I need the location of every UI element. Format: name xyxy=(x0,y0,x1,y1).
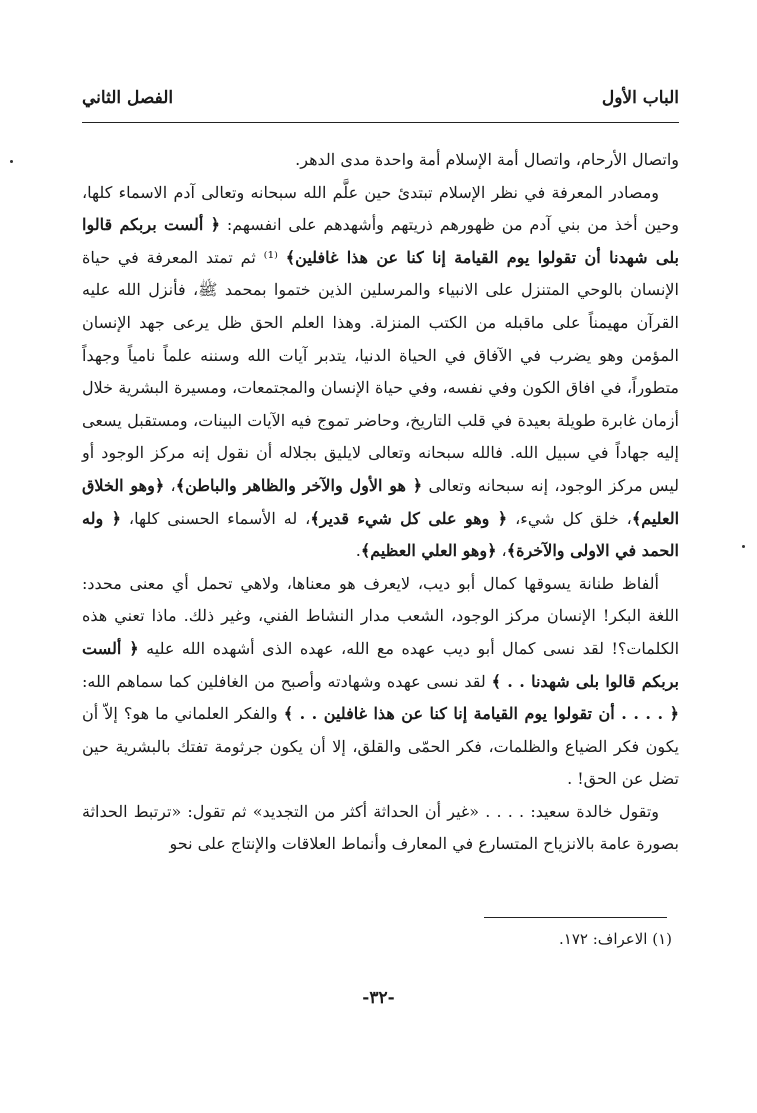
paragraph xyxy=(82,568,679,796)
paragraph xyxy=(82,144,679,177)
quran-verse: ﴿ . . . . أن تقولوا يوم القيامة إنا كنا عن هذا غافلين . . ﴾ xyxy=(283,704,679,724)
text-run: ، له الأسماء الحسنى كلها، xyxy=(120,508,311,528)
text-run: ، xyxy=(496,541,507,561)
header-rule xyxy=(82,122,679,123)
text-run: ، خلق كل شيء، xyxy=(507,508,632,528)
scan-speck xyxy=(10,160,13,163)
text-run: لقد نسى عهده وشهادته وأصبح من الغافلين كما سماهم الله: xyxy=(82,671,492,691)
quran-verse: ﴿ ألست بربكم قالوا بلى شهدنا أن تقولوا يوم القيامة إنا كنا عن هذا غافلين﴾ xyxy=(82,215,680,267)
text-run: ⁽¹⁾ ثم تمتد المعرفة في حياة الإنسان بالوحي المتنزل على الانبياء والمرسلين الذين ختموا بمحمد ﷺ، فأنزل الله عليه القرآن مهيمناً على ماقبله من الكتب المنزلة. وهذا العلم الحق ظل يرعى جهد الإنسان المؤمن وهو يضرب في الآفاق في الحياة الدنيا، يتدبر آيات الله وسننه علماً نامياً وجهداً متطوراً، في افاق الكون وفي نفسه، وفي حياة الإنسان والمجتمعات، ومسيرة البشرية خلال أزمان غابرة طويلة بعيدة في قلب التاريخ، وحاضر تموج فيه الآيات البينات، ومستقبل يسعى إليه جهاداً في سبيل الله. فالله سبحانه وتعالى لايليق بجلاله أن نقول إنه مركز الوجود أو ليس مركز الوجود، إنه سبحانه وتعالى xyxy=(82,247,680,495)
text-run: ألفاظ طنانة يسوقها كمال أبو ديب، لايعرف هو معناها، ولاهي تحمل أي معنى محدد: اللغة البكر! الإنسان مركز الوجود، الشعب مدار النشاط الفني، وغير ذلك. ماذا تعني هذه الكلمات؟! لقد نسى كمال أبو ديب عهده مع الله، عهده الذى أشهده الله عليه xyxy=(82,573,680,658)
quran-verse: ﴿وهو الخلاق العليم﴾ xyxy=(82,475,680,528)
quran-verse: ﴿ ألست بربكم قالوا بلى شهدنا . . ﴾ xyxy=(82,638,679,691)
text-run: ، xyxy=(164,475,176,495)
header-section: الفصل الثاني xyxy=(82,88,174,108)
quran-verse: ﴿وهو العلي العظيم﴾ xyxy=(360,541,497,561)
paragraph xyxy=(82,177,679,568)
running-header xyxy=(82,88,679,118)
body-text xyxy=(82,144,679,861)
footnote-rule xyxy=(484,917,667,918)
text-run: . xyxy=(355,541,361,561)
footnote: (١) الاعراف: ١٧٢. xyxy=(559,930,672,948)
text-run: والفكر العلماني ما هو؟ إلاّ أن يكون فكر الضياع والظلمات، فكر الحمّى والقلق، إلا أن يكون جرثومة تفتك بالبشرية حين تضل عن الحق! . xyxy=(82,704,679,789)
paragraph xyxy=(82,796,679,861)
quran-verse: ﴿ وهو على كل شيء قدير﴾ xyxy=(310,508,508,528)
text-run: واتصال الأرحام، واتصال أمة الإسلام أمة واحدة مدى الدهر. xyxy=(295,150,679,169)
text-run: ومصادر المعرفة في نظر الإسلام تبتدئ حين علَّم الله سبحانه وتعالى آدم الاسماء كلها، وحين أخذ من بني آدم من ظهورهم ذريتهم وأشهدهم على انفسهم: xyxy=(82,182,680,235)
page-number: -٣٢- xyxy=(362,988,395,1008)
quran-verse: ﴿ هو الأول والآخر والظاهر والباطن﴾ xyxy=(175,475,423,495)
header-chapter: الباب الأول xyxy=(601,88,679,108)
scan-speck xyxy=(742,545,745,548)
text-run: وتقول خالدة سعيد: . . . . «غير أن الحداثة أكثر من التجديد» ثم تقول: «ترتبط الحداثة بصورة عامة بالانزياح المتسارع في المعارف وأنماط العلاقات والإنتاج على نحو xyxy=(82,801,679,854)
quran-verse: ﴿ وله الحمد في الاولى والآخرة﴾ xyxy=(82,508,679,561)
